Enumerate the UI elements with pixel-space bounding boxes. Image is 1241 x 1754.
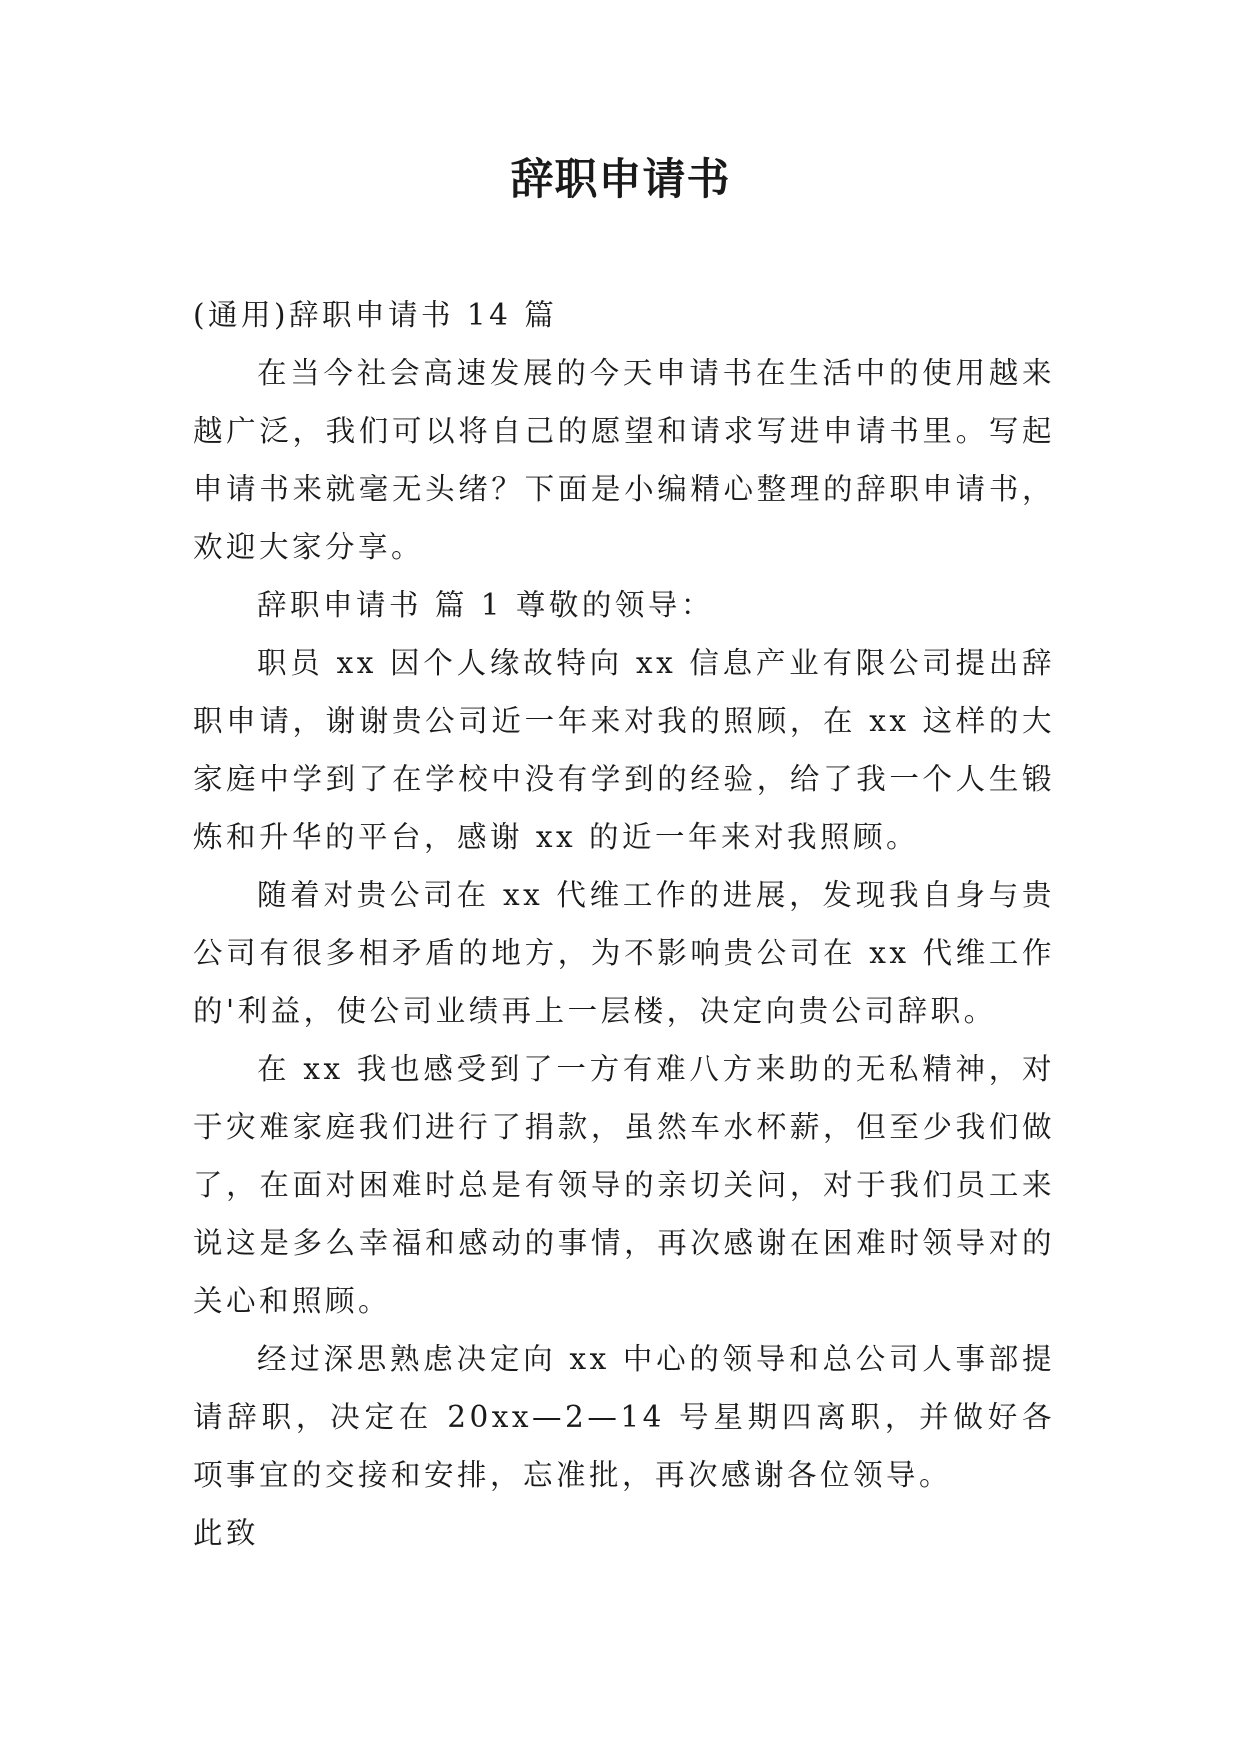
- paragraph-body-1: 职员 xx 因个人缘故特向 xx 信息产业有限公司提出辞职申请，谢谢贵公司近一年来对我的照顾，在 xx 这样的大家庭中学到了在学校中没有学到的经验，给了我一个人生锻炼和升华的平台，感谢 xx 的近一年来对我照顾。: [193, 646, 1055, 854]
- paragraph-body-3: 在 xx 我也感受到了一方有难八方来助的无私精神，对于灾难家庭我们进行了捐款，虽然车水杯薪，但至少我们做了，在面对困难时总是有领导的亲切关问，对于我们员工来说这是多么幸福和感动的事情，再次感谢在困难时领导对的关心和照顾。: [193, 1052, 1055, 1318]
- closing-text: 此致: [193, 1516, 260, 1550]
- paragraph-body-2: 随着对贵公司在 xx 代维工作的进展，发现我自身与贵公司有很多相矛盾的地方，为不影响贵公司在 xx 代维工作的'利益，使公司业绩再上一层楼，决定向贵公司辞职。: [193, 878, 1055, 1028]
- paragraph-intro: 在当今社会高速发展的今天申请书在生活中的使用越来越广泛，我们可以将自己的愿望和请求写进申请书里。写起申请书来就毫无头绪？下面是小编精心整理的辞职申请书，欢迎大家分享。: [193, 356, 1055, 564]
- document-subtitle: (通用)辞职申请书 14 篇: [193, 298, 558, 332]
- paragraph-salutation: 辞职申请书 篇 1 尊敬的领导：: [257, 588, 714, 622]
- document-body: [193, 286, 1055, 1562]
- document-title: 辞职申请书: [510, 155, 731, 205]
- paragraph-body-4: 经过深思熟虑决定向 xx 中心的领导和总公司人事部提请辞职，决定在 20xx—2—14 号星期四离职，并做好各项事宜的交接和安排，忘准批，再次感谢各位领导。: [193, 1342, 1055, 1492]
